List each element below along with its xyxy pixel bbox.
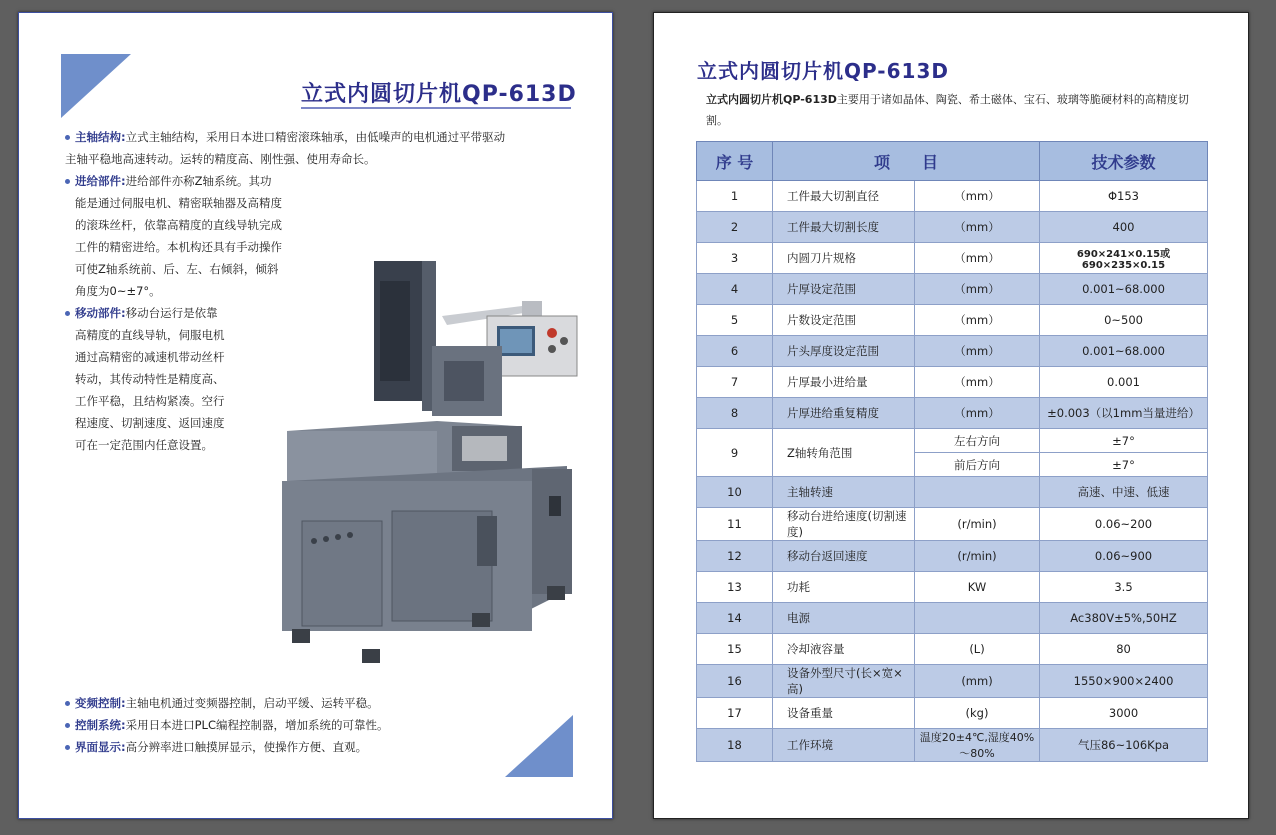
right-page-title: 立式内圆切片机QP-613D	[697, 59, 949, 83]
left-page	[18, 12, 613, 819]
table-row: 4 片厚设定范围 （mm） 0.001~68.000	[697, 274, 1208, 305]
section-vfd: 变频控制:主轴电机通过变频器控制，启动平缓、运转平稳。	[65, 692, 585, 714]
intro-text: 立式内圆切片机QP-613D主要用于诸如晶体、陶瓷、希土磁体、宝石、玻璃等脆硬材料的高精度切割。	[706, 93, 1189, 127]
table-row: 9 Z轴转角范围 左右方向 ±7°	[697, 429, 1208, 453]
table-row: 16 设备外型尺寸(长×宽×高) (mm) 1550×900×2400	[697, 665, 1208, 698]
section-control: 控制系统:采用日本进口PLC编程控制器，增加系统的可靠性。	[65, 714, 585, 736]
bullet-icon	[65, 745, 70, 750]
section-moving: 移动部件:移动台运行是依靠 高精度的直线导轨，伺服电机 通过高精密的减速机带动丝杆 转动，其传动特性是精度高、 工作平稳，且结构紧凑。空行 程速度、切割速度、返回速度 可在一定范围内任意设置。	[65, 302, 265, 456]
table-row: 8 片厚进给重复精度 （mm） ±0.003（以1mm当量进给）	[697, 398, 1208, 429]
header-item: 项 目	[773, 142, 1040, 181]
table-row: 15 冷却液容量 (L) 80	[697, 634, 1208, 665]
title-underline	[301, 107, 571, 109]
bullet-icon	[65, 701, 70, 706]
header-no: 序 号	[697, 142, 773, 181]
machine-illustration	[262, 241, 582, 681]
table-row: 14 电源 Ac380V±5%,50HZ	[697, 603, 1208, 634]
header-value: 技术参数	[1040, 142, 1208, 181]
spec-table-header	[697, 142, 1208, 181]
table-row: 12 移动台返回速度 (r/min) 0.06~900	[697, 541, 1208, 572]
bullet-icon	[65, 135, 70, 140]
table-row: 11 移动台进给速度(切割速度) (r/min) 0.06~200	[697, 508, 1208, 541]
right-page	[653, 12, 1249, 819]
table-row: 13 功耗 KW 3.5	[697, 572, 1208, 603]
table-subrow: 前后方向 ±7°	[697, 453, 1208, 477]
table-row: 1 工件最大切割直径 （mm） Φ153	[697, 181, 1208, 212]
section-interface: 界面显示:高分辨率进口触摸屏显示，使操作方便、直观。	[65, 736, 585, 758]
spec-table	[696, 141, 1208, 762]
corner-triangle-top-left	[61, 54, 131, 118]
bullet-icon	[65, 723, 70, 728]
table-row: 7 片厚最小进给量 （mm） 0.001	[697, 367, 1208, 398]
left-page-title: 立式内圆切片机QP-613D	[301, 82, 577, 107]
section-spindle: 主轴结构:立式主轴结构，采用日本进口精密滚珠轴承，由低噪声的电机通过平带驱动主轴平稳地高速转动。运转的精度高、刚性强、使用寿命长。	[65, 130, 506, 166]
table-row: 6 片头厚度设定范围 （mm） 0.001~68.000	[697, 336, 1208, 367]
bullet-icon	[65, 179, 70, 184]
table-row: 17 设备重量 (kg) 3000	[697, 698, 1208, 729]
table-row: 3 内圆刀片规格 （mm） 690×241×0.15或690×235×0.15	[697, 243, 1208, 274]
table-row: 2 工件最大切割长度 （mm） 400	[697, 212, 1208, 243]
section-feed: 进给部件:进给部件亦称Z轴系统。其功 能是通过伺服电机、精密联轴器及高精度 的滚珠丝杆，依靠高精度的直线导轨完成 工件的精密进给。本机构还具有手动操作 可使Z轴系统前、后、左、右倾斜，倾斜 角度为0~±7°。	[65, 170, 325, 302]
table-row: 10 主轴转速 高速、中速、低速	[697, 477, 1208, 508]
table-row: 5 片数设定范围 （mm） 0~500	[697, 305, 1208, 336]
bullet-icon	[65, 311, 70, 316]
table-row: 18 工作环境 温度20±4℃,湿度40%～80% 气压86~106Kpa	[697, 729, 1208, 762]
